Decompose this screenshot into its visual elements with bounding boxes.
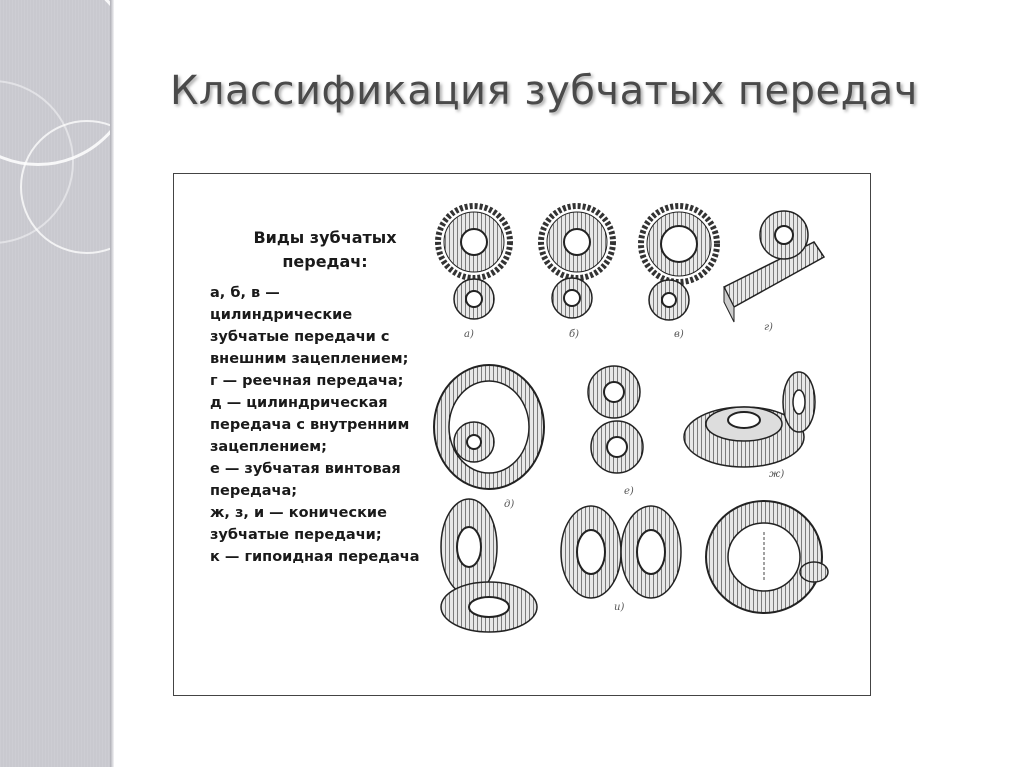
side-band-edge [110,0,114,767]
decorative-side-band [0,0,110,767]
legend-line: зубчатые передачи; [210,527,382,543]
panel-label: д) [504,499,515,510]
slide-title: Классификация зубчатых передач [170,68,918,114]
legend-line: е — зубчатая винтовая [210,461,401,477]
legend-line: зацеплением; [210,439,327,455]
legend-line: д — цилиндрическая [210,395,388,411]
gear-d-rack-and-pinion [724,211,824,333]
legend-heading-line: передач: [282,252,368,271]
gear-g-bevel [684,372,815,480]
gear-a-spur-external [438,206,510,340]
gear-i-bevel-assembly [561,506,681,613]
legend-line: к — гипоидная передача [210,549,420,565]
legend-line: внешним зацеплением; [210,351,409,367]
panel-label: а) [464,329,474,340]
gear-h-bevel-pair [441,499,537,632]
gear-f-crossed-helical [588,366,643,497]
gear-c-herringbone-external [641,206,717,340]
legend-line: передача с внутренним [210,417,410,433]
legend-line: г — реечная передача; [210,373,404,389]
panel-label: е) [624,486,634,497]
gear-k-hypoid [706,501,828,613]
legend-line: передача; [210,483,298,499]
legend-heading-line: Виды зубчатых [253,228,397,247]
legend-line: ж, з, и — конические [210,505,387,521]
gear-illustrations [429,202,849,642]
gear-b-helical-external [541,206,613,340]
gear-classification-figure [173,173,871,696]
legend-line: а, б, в — [210,285,280,301]
panel-label: г) [764,322,773,333]
panel-label: в) [674,329,684,340]
panel-label: ж) [769,469,785,480]
panel-label: б) [569,329,580,340]
legend-heading [210,226,440,274]
panel-label: и) [614,602,625,613]
gear-types-legend [210,226,440,568]
legend-line: цилиндрические [210,307,353,323]
gear-e-internal-mesh [434,365,544,510]
legend-line: зубчатые передачи с [210,329,390,345]
